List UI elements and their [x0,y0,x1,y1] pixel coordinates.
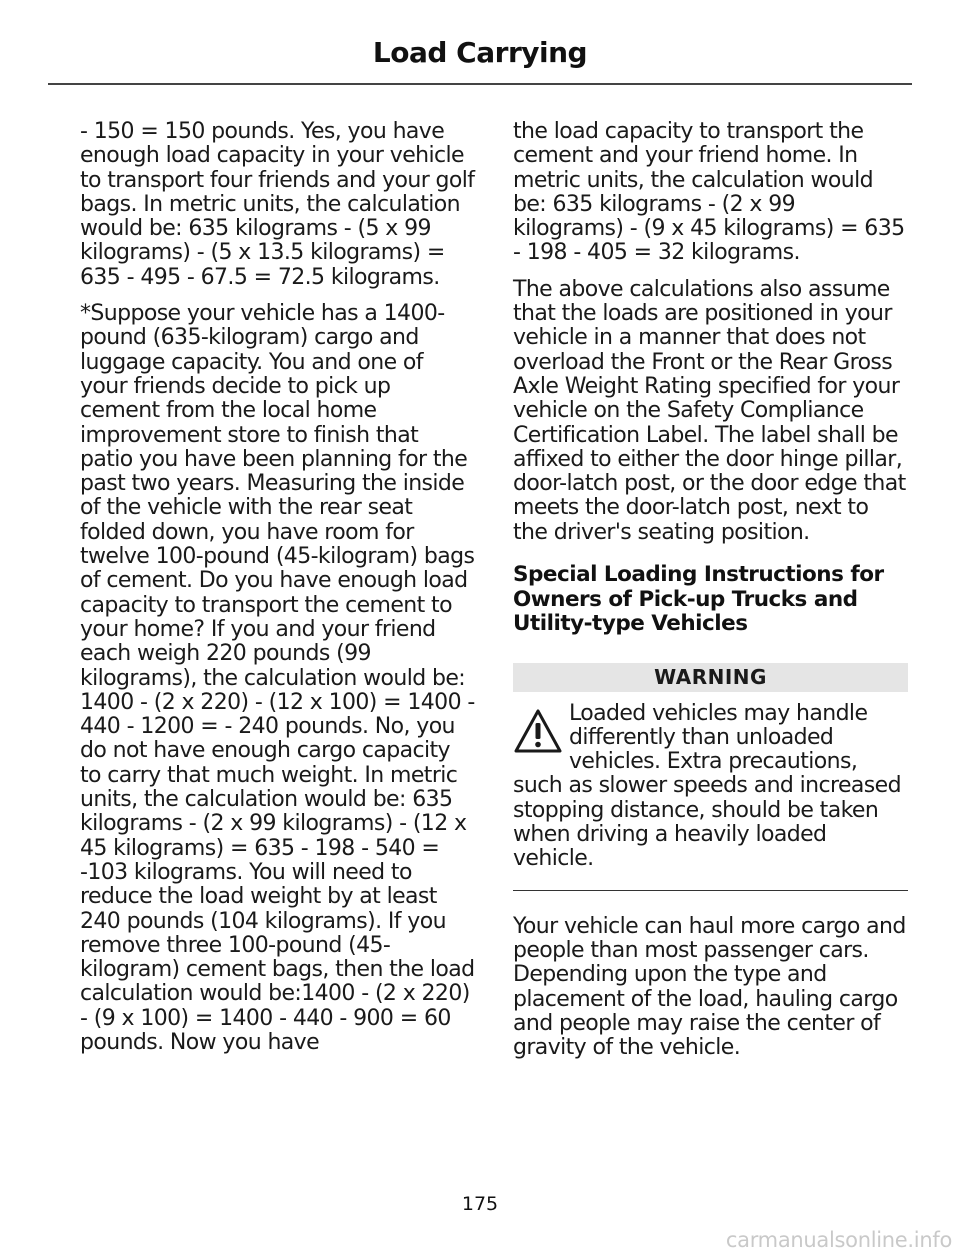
header-divider [48,83,912,85]
body-paragraph: *Suppose your vehicle has a 1400-pound (635-kilogram) cargo and luggage capacity. You and one of your friends decide to pick up cement from the local home improvement store to finish that patio you have been planning for the past two years. Measuring the inside of the vehicle with the rear seat folded down, you have room for twelve 100-pound (45-kilogram) bags of cement. Do you have enough load capacity to transport the cement to your home? If you and your friend each weigh 220 pounds (99 kilograms), the calculation would be: 1400 - (2 x 220) - (12 x 100) = 1400 - 440 - 1200 = - 240 pounds. No, you do not have enough cargo capacity to carry that much weight. In metric units, the calculation would be: 635 kilograms - (2 x 99 kilograms) - (12 x 45 kilograms) = 635 - 198 - 540 = -103 kilograms. You will need to reduce the load weight by at least 240 pounds (104 kilograms). If you remove three 100-pound (45-kilogram) cement bags, then the load calculation would be:1400 - (2 x 220) - (9 x 100) = 1400 - 440 - 900 = 60 pounds. Now you have [80,301,475,1055]
warning-box [513,702,908,872]
body-paragraph: The above calculations also assume that the loads are positioned in your vehicle in a manner that does not overload the Front or the Rear Gross Axle Weight Rating specified for your vehicle on the Safety Compliance Certification Label. The label shall be affixed to either the door hinge pillar, door-latch post, or the door edge that meets the door-latch post, next to the driver's seating position. [513,276,906,545]
warning-text: Loaded vehicles may handle differently than unloaded vehicles. Extra precautions, such as slower speeds and increased stopping distance, should be taken when driving a heavily loaded vehicle. [513,700,901,872]
page-number: 175 [461,1193,499,1215]
page-title: Load Carrying [372,36,588,69]
warning-triangle-icon [513,708,563,756]
body-paragraph: - 150 = 150 pounds. Yes, you have enough load capacity in your vehicle to transport four friends and your golf bags. In metric units, the calculation would be: 635 kilograms - (5 x 99 kilograms) - (5 x 13.5 kilograms) = 635 - 495 - 67.5 = 72.5 kilograms. [80,119,475,290]
warning-label: WARNING [513,663,908,692]
right-column [513,120,908,1072]
body-paragraph: Your vehicle can haul more cargo and people than most passenger cars. Depending upon the type and placement of the load, hauling cargo and people may raise the center of gravity of the vehicle. [513,913,906,1061]
watermark: carmanualsonline.info [725,1228,952,1252]
warning-divider [513,890,908,891]
section-heading: Special Loading Instructions for Owners of Pick-up Trucks and Utility-type Vehicles [513,562,884,637]
body-paragraph: the load capacity to transport the cement and your friend home. In metric units, the calculation would be: 635 kilograms - (2 x 99 kilograms) - (9 x 45 kilograms) = 635 - 198 - 405 = 32 kilograms. [513,119,905,266]
left-column [80,120,475,1067]
